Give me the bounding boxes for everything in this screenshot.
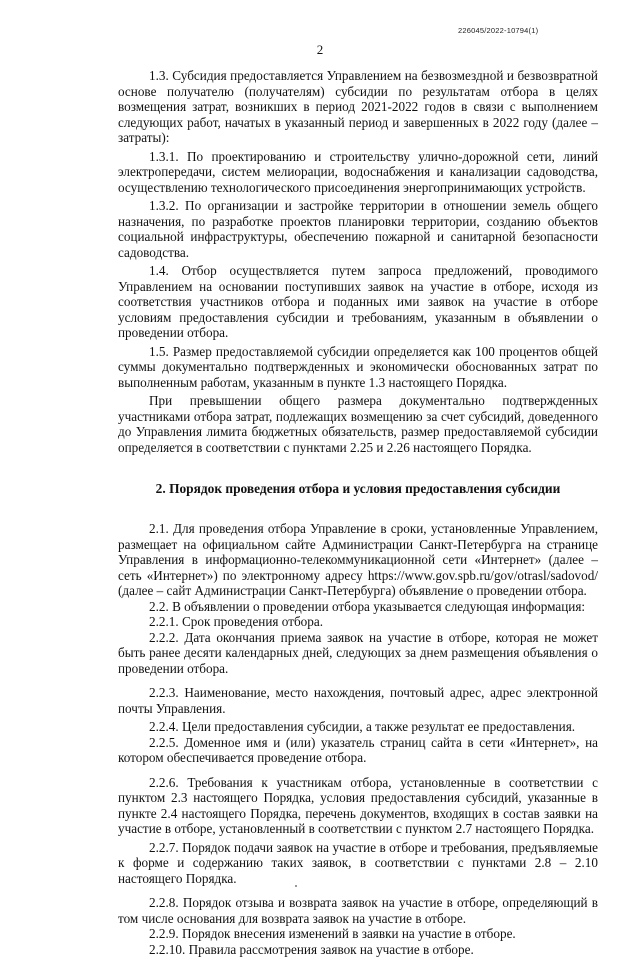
paragraph-2-2-3: 2.2.3. Наименование, место нахождения, почтовый адрес, адрес электронной почты Управления. bbox=[118, 685, 598, 716]
paragraph-1-3-2: 1.3.2. По организации и застройке территории в отношении земель общего назначения, по разработке проектов планировки территории, созданию объектов социальной инфраструктуры, обеспечению пожарной и санитарной безопасности садоводства. bbox=[118, 198, 598, 260]
paragraph-2-2-8: 2.2.8. Порядок отзыва и возврата заявок на участие в отборе, определяющий в том числе основания для возврата заявок на участие в отборе. bbox=[118, 895, 598, 926]
section-2-heading: 2. Порядок проведения отбора и условия предоставления субсидии bbox=[118, 481, 598, 497]
paragraph-2-2: 2.2. В объявлении о проведении отбора указывается следующая информация: bbox=[118, 599, 598, 615]
paragraph-2-2-7: 2.2.7. Порядок подачи заявок на участие в отборе и требования, предъявляемые к форме и содержанию таких заявок, в соответствии с пунктами 2.8 – 2.10 настоящего Порядка. bbox=[118, 840, 598, 887]
paragraph-1-3-1: 1.3.1. По проектированию и строительству улично-дорожной сети, линий электропередачи, систем мелиорации, водоснабжения и канализации садоводства, осуществлению технологического присоединения энергопринимающих устройств. bbox=[118, 149, 598, 196]
paragraph-2-1: 2.1. Для проведения отбора Управление в сроки, установленные Управлением, размещает на официальном сайте Администрации Санкт-Петербурга на странице Управления в информационно-телекоммуникационной сети «Интернет» (далее – сеть «Интернет») по электронному адресу https://www.gov.spb.ru/gov/otrasl/sadovod/ (далее – сайт Администрации Санкт-Петербурга) объявление о проведении отбора. bbox=[118, 521, 598, 599]
paragraph-2-2-5: 2.2.5. Доменное имя и (или) указатель страниц сайта в сети «Интернет», на котором обеспечивается проведение отбора. bbox=[118, 735, 598, 766]
paragraph-2-2-4: 2.2.4. Цели предоставления субсидии, а также результат ее предоставления. bbox=[118, 719, 598, 735]
paragraph-2-2-2: 2.2.2. Дата окончания приема заявок на участие в отборе, которая не может быть ранее десяти календарных дней, следующих за днем размещения объявления о проведении отбора. bbox=[118, 630, 598, 677]
paragraph-2-2-9: 2.2.9. Порядок внесения изменений в заявки на участие в отборе. bbox=[118, 926, 598, 942]
paragraph-1-5: 1.5. Размер предоставляемой субсидии определяется как 100 процентов общей суммы документально подтвержденных и экономически обоснованных затрат по выполненным работам, указанным в пункте 1.3 настоящего Порядка. bbox=[118, 344, 598, 391]
page-number: 2 bbox=[0, 42, 640, 58]
paragraph-2-2-10: 2.2.10. Правила рассмотрения заявок на участие в отборе. bbox=[118, 942, 598, 957]
paragraph-1-3: 1.3. Субсидия предоставляется Управлением на безвозмездной и безвозвратной основе получателю (получателям) субсидии по результатам отбора в целях возмещения затрат, возникших в период 2021-2022 годов в связи с выполнением следующих работ, начатых в указанный период и завершенных в 2022 году (далее – затраты): bbox=[118, 68, 598, 146]
paragraph-2-2-6: 2.2.6. Требования к участникам отбора, установленные в соответствии с пунктом 2.3 настоящего Порядка, условия предоставления субсидий, указанные в пункте 2.4 настоящего Порядка, перечень документов, входящих в состав заявки на участие в отборе, установленный в соответствии с пунктом 2.7 настоящего Порядка. bbox=[118, 775, 598, 837]
document-id: 226045/2022-10794(1) bbox=[458, 26, 538, 35]
scan-speck bbox=[295, 885, 297, 887]
paragraph-limit: При превышении общего размера документально подтвержденных участниками отбора затрат, подлежащих возмещению за счет субсидий, доведенного до Управления лимита бюджетных обязательств, размер предоставляемой субсидии определяется в соответствии с пунктами 2.25 и 2.26 настоящего Порядка. bbox=[118, 393, 598, 455]
paragraph-1-4: 1.4. Отбор осуществляется путем запроса предложений, проводимого Управлением на основании поступивших заявок на участие в отборе, исходя из соответствия участников отбора и поданных ими заявок на участие в отборе условиям предоставления субсидии и требованиям, указанным в объявлении о проведении отбора. bbox=[118, 263, 598, 341]
document-body bbox=[118, 68, 598, 957]
paragraph-2-2-1: 2.2.1. Срок проведения отбора. bbox=[118, 614, 598, 630]
